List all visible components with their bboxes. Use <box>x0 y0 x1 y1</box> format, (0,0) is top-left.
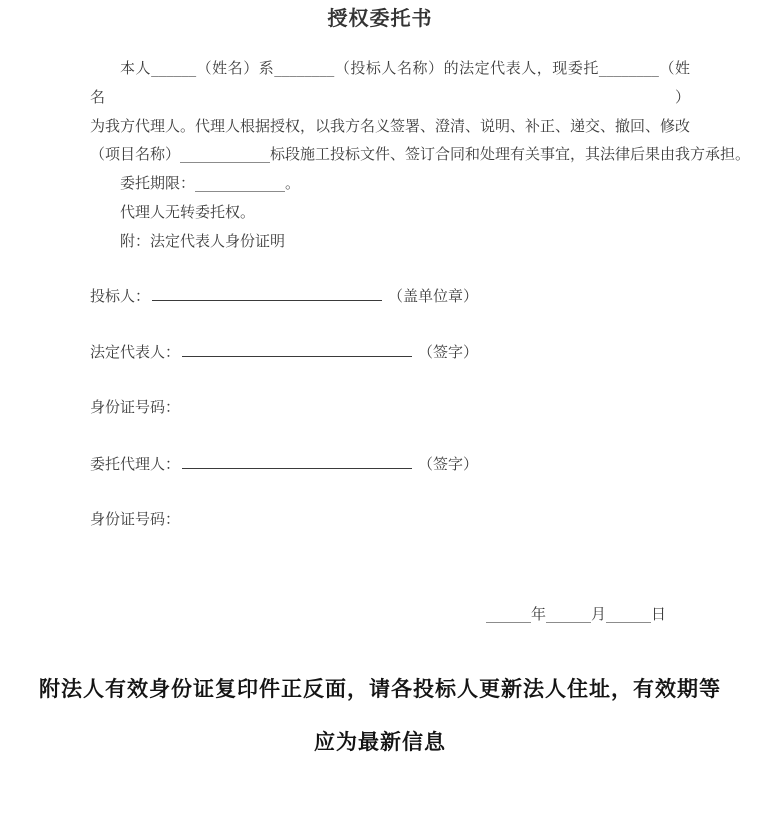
legal-representative-signature-row <box>90 340 710 362</box>
agent-sign-note: （签字） <box>418 455 479 473</box>
date-line: ______年______月______日 <box>485 605 666 623</box>
bidder-seal-note: （盖单位章） <box>388 287 479 305</box>
footer-notice-line: 应为最新信息 <box>314 731 446 754</box>
id-number-label: 身份证号码： <box>90 398 181 416</box>
footer-notice <box>0 676 760 756</box>
document-title: 授权委托书 <box>327 6 433 30</box>
legal-representative-sign-note: （签字） <box>418 343 479 361</box>
body-line: 为我方代理人。代理人根据授权，以我方名义签署、澄清、说明、补正、递交、撤回、修改 <box>90 116 691 135</box>
agent-signature-blank <box>182 452 412 469</box>
body-line: 本人______（姓名）系________（投标人名称）的法定代表人，现委托________（姓名） <box>90 59 690 106</box>
body-line: （项目名称）____________标段施工投标文件、签订合同和处理有关事宜，其法律后果由我方承担。 <box>90 145 751 164</box>
id-number-row <box>90 396 710 418</box>
attachment-note-line: 附：法定代表人身份证明 <box>120 231 286 250</box>
footer-notice-line: 附法人有效身份证复印件正反面，请各投标人更新法人住址，有效期等 <box>39 678 721 701</box>
bidder-signature-blank <box>152 284 382 301</box>
agent-id-number-row <box>90 508 710 530</box>
agent-signature-row <box>90 452 710 474</box>
agent-id-number-label: 身份证号码： <box>90 510 181 528</box>
agent-label: 委托代理人： <box>90 455 181 473</box>
signature-block <box>90 284 710 564</box>
no-subdelegation-line: 代理人无转委托权。 <box>120 202 256 221</box>
body-paragraphs <box>90 54 751 256</box>
legal-representative-label: 法定代表人： <box>90 343 181 361</box>
entrust-term-line: 委托期限：____________。 <box>120 174 301 193</box>
bidder-label: 投标人： <box>90 287 151 305</box>
legal-representative-signature-blank <box>182 340 412 357</box>
bidder-signature-row <box>90 284 710 306</box>
